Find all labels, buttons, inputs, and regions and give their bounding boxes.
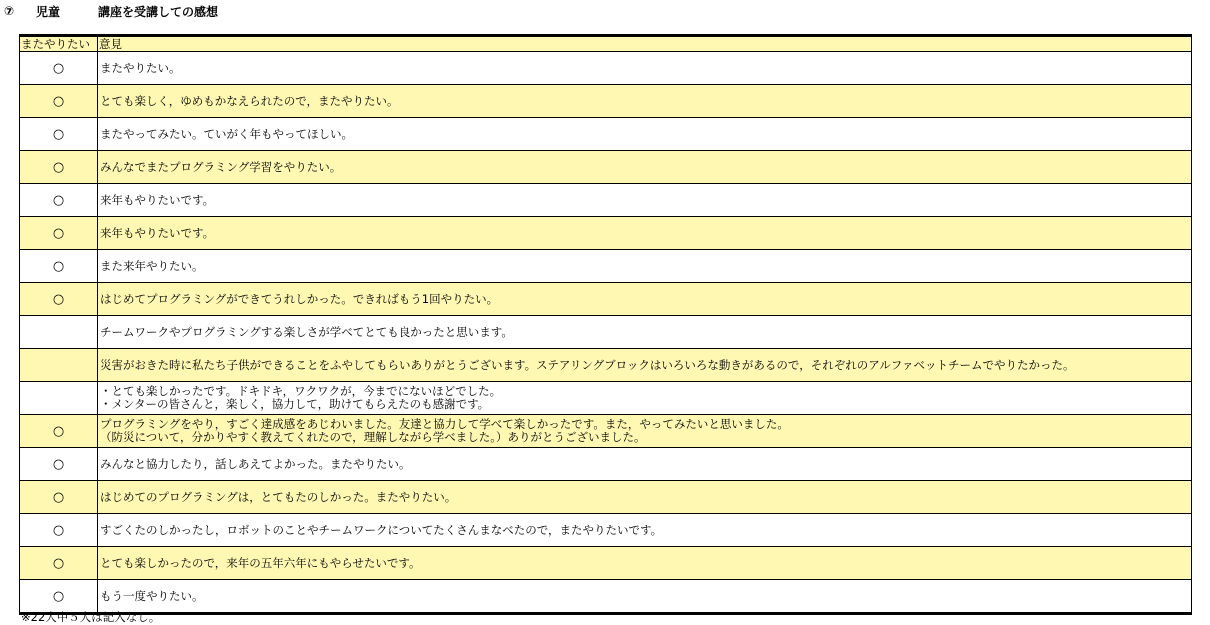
again-mark: ○: [20, 283, 98, 316]
table-row: [20, 316, 1192, 349]
opinion-text: チームワークやプログラミングする楽しさが学べてとても良かったと思います。: [100, 324, 513, 339]
opinion-cell: [98, 52, 1192, 85]
table-row: [20, 448, 1192, 481]
opinion-text: とても楽しかったので，来年の五年六年にもやらせたいです。: [100, 555, 421, 570]
again-mark: ○: [20, 547, 98, 580]
table-row: [20, 382, 1192, 415]
again-mark: ○: [20, 52, 98, 85]
again-mark: [20, 349, 98, 382]
table-row: [20, 151, 1192, 184]
opinion-cell: [98, 481, 1192, 514]
opinion-cell: [98, 85, 1192, 118]
table-header-row: [20, 36, 1192, 52]
opinion-cell: [98, 316, 1192, 349]
again-mark: ○: [20, 151, 98, 184]
again-mark: ○: [20, 217, 98, 250]
again-mark: [20, 316, 98, 349]
opinion-cell: [98, 283, 1192, 316]
opinion-text: またやりたい。: [100, 60, 181, 75]
opinion-text: はじめてのプログラミングは，とてもたのしかった。またやりたい。: [100, 489, 457, 504]
feedback-table: [19, 34, 1192, 615]
opinion-text: みんなでまたプログラミング学習をやりたい。: [100, 159, 342, 174]
opinion-text: すごくたのしかったし，ロボットのことやチームワークについてたくさんまなべたので，またやりたいです。: [100, 522, 663, 537]
table-row: [20, 415, 1192, 448]
opinion-text: また来年やりたい。: [100, 258, 204, 273]
opinion-text: 来年もやりたいです。: [100, 192, 215, 207]
opinion-cell: [98, 382, 1192, 415]
opinion-text: ・とても楽しかったです。ドキドキ，ワクワクが，今までにないほどでした。: [100, 384, 502, 398]
opinion-cell: [98, 514, 1192, 547]
again-mark: ○: [20, 118, 98, 151]
opinion-cell: [98, 151, 1192, 184]
opinion-text: 来年もやりたいです。: [100, 225, 215, 240]
opinion-cell: [98, 250, 1192, 283]
table-row: [20, 547, 1192, 580]
table-row: [20, 349, 1192, 382]
opinion-text: 災害がおきた時に私たち子供ができることをふやしてもらいありがとうございます。ステアリングブロックはいろいろな動きがあるので，それぞれのアルファベットチームでやりたかった。: [100, 357, 1075, 372]
opinion-cell: [98, 415, 1192, 448]
again-mark: ○: [20, 184, 98, 217]
column-header-opinion: 意見: [98, 36, 1192, 52]
section-number: ⑦: [4, 4, 15, 18]
opinion-cell: [98, 580, 1192, 614]
opinion-cell: [98, 184, 1192, 217]
table-row: [20, 52, 1192, 85]
column-header-again: またやりたい: [20, 36, 98, 52]
opinion-cell: [98, 217, 1192, 250]
footnote: ※22人中５人は記入なし。: [21, 610, 161, 624]
opinion-text: ・メンターの皆さんと，楽しく，協力して，助けてもらえたのも感謝です。: [100, 397, 490, 411]
again-mark: ○: [20, 514, 98, 547]
again-mark: ○: [20, 580, 98, 614]
again-mark: [20, 382, 98, 415]
table-row: [20, 580, 1192, 614]
table-row: [20, 217, 1192, 250]
opinion-text: みんなと協力したり，話しあえてよかった。またやりたい。: [100, 456, 411, 471]
table-row: [20, 250, 1192, 283]
table-row: [20, 118, 1192, 151]
section-group: 児童: [36, 4, 61, 19]
table-row: [20, 85, 1192, 118]
opinion-text: （防災について，分かりやすく教えてくれたので，理解しながら学べました。）ありがとうございました。: [100, 430, 646, 444]
again-mark: ○: [20, 448, 98, 481]
section-heading: [4, 2, 218, 20]
opinion-cell: [98, 349, 1192, 382]
opinion-cell: [98, 547, 1192, 580]
opinion-text: またやってみたい。ていがく年もやってほしい。: [100, 126, 353, 141]
opinion-cell: [98, 118, 1192, 151]
opinion-text: プログラミングをやり，すごく達成感をあじわいました。友達と協力して学べて楽しかったです。また，やってみたいと思いました。: [100, 417, 789, 431]
again-mark: ○: [20, 250, 98, 283]
table-row: [20, 283, 1192, 316]
again-mark: ○: [20, 415, 98, 448]
table-row: [20, 514, 1192, 547]
opinion-text: とても楽しく，ゆめもかなえられたので，またやりたい。: [100, 93, 399, 108]
again-mark: ○: [20, 481, 98, 514]
opinion-text: もう一度やりたい。: [100, 588, 204, 603]
opinion-text: はじめてプログラミングができてうれしかった。できればもう1回やりたい。: [100, 291, 499, 306]
table-row: [20, 184, 1192, 217]
table-row: [20, 481, 1192, 514]
again-mark: ○: [20, 85, 98, 118]
opinion-cell: [98, 448, 1192, 481]
section-title: 講座を受講しての感想: [98, 4, 219, 19]
